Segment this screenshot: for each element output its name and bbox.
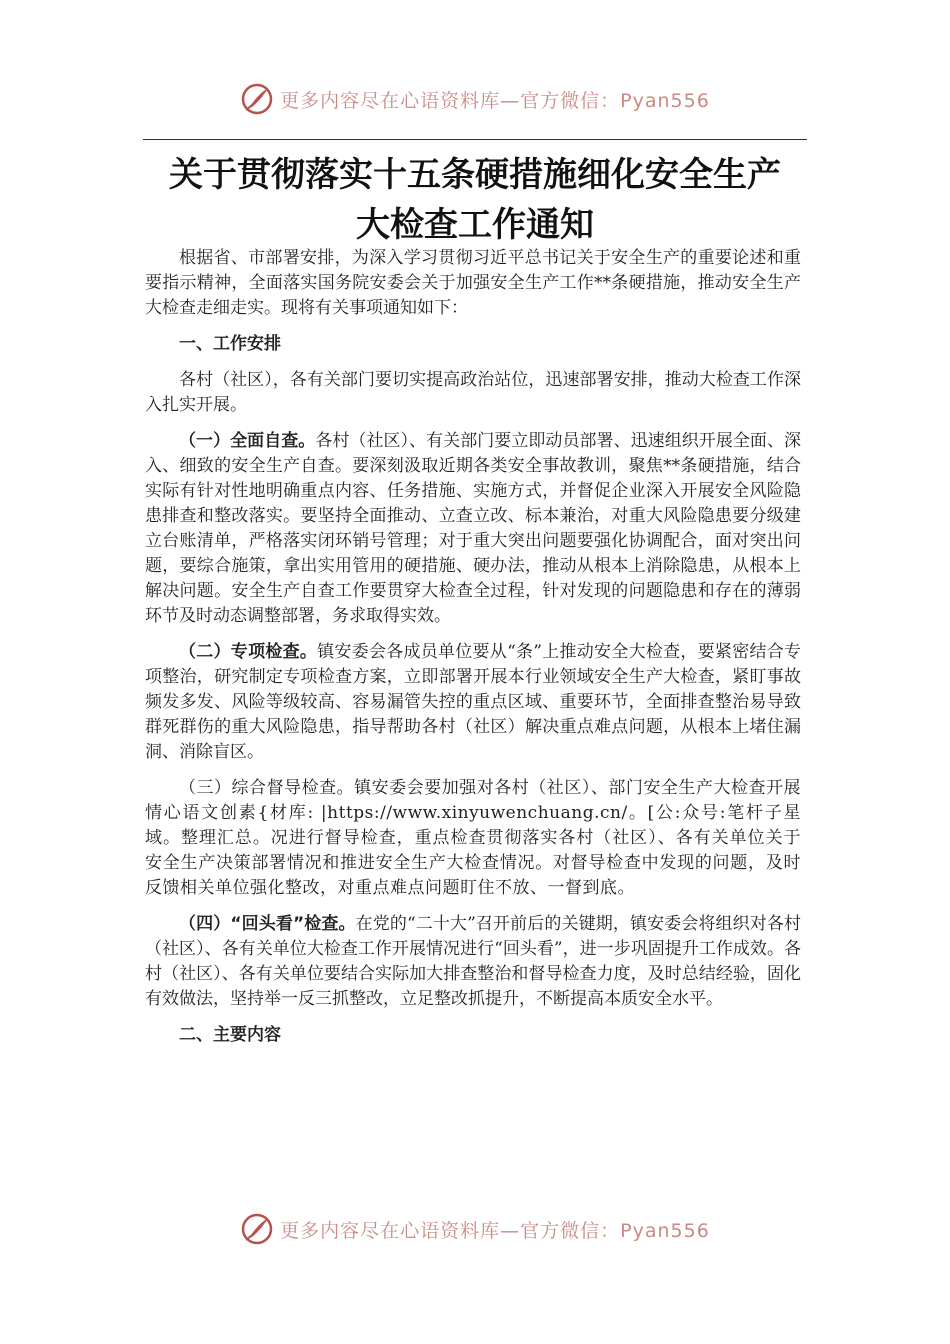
quill-logo-icon [240, 82, 274, 116]
item-1-lead: （一）全面自查。 [179, 431, 316, 451]
banner-text [280, 1216, 710, 1243]
section-1-heading: 一、工作安排 [179, 334, 281, 354]
header-divider [143, 139, 807, 140]
item-1-paragraph [145, 429, 801, 629]
item-2-paragraph [145, 640, 801, 765]
item-2-lead: （二）专项检查。 [179, 642, 318, 662]
item-3-paragraph: （三）综合督导检查。镇安委会要加强对各村（社区）、部门安全生产大检查开展情心语文创素{材库: |https://www.xinyuwenchuang.cn/。[公:众号:笔杆子星域。整理汇总。况进行督导检查，重点检查贯彻落实各村（社区）、各有关单位关于安全生产决策部署情况和推进安全生产大检查情况。对督导检查中发现的问题，及时反馈相关单位强化整改，对重点难点问题盯住不放、一督到底。 [145, 778, 801, 898]
banner-wechat-id: Pyan556 [620, 1219, 710, 1242]
banner-text [280, 86, 710, 113]
footer-banner [0, 1212, 950, 1246]
title-line-1: 关于贯彻落实十五条硬措施细化安全生产 [169, 155, 781, 195]
document-body [145, 246, 801, 1059]
section-2-heading: 二、主要内容 [179, 1025, 281, 1045]
item-4-lead: （四）“回头看”检查。 [179, 914, 356, 934]
item-1-body: 各村（社区）、有关部门要立即动员部署、迅速组织开展全面、深入、细致的安全生产自查。要深刻汲取近期各类安全事故教训，聚焦**条硬措施，结合实际有针对性地明确重点内容、任务措施、实施方式，并督促企业深入开展安全风险隐患排查和整改落实。要坚持全面推动、立查立改、标本兼治，对重大风险隐患要分级建立台账清单，严格落实闭环销号管理；对于重大突出问题要强化协调配合，面对突出问题，要综合施策，拿出实用管用的硬措施、硬办法，推动从根本上消除隐患，从根本上解决问题。安全生产自查工作要贯穿大检查全过程，针对发现的问题隐患和存在的薄弱环节及时动态调整部署，务求取得实效。 [145, 431, 802, 626]
quill-logo-icon [240, 1212, 274, 1246]
banner-wechat-id: Pyan556 [620, 89, 710, 112]
section-1-intro: 各村（社区），各有关部门要切实提高政治站位，迅速部署安排，推动大检查工作深入扎实开展。 [145, 370, 801, 415]
title-line-2: 大检查工作通知 [356, 205, 594, 245]
banner-slogan: 更多内容尽在心语资料库—官方微信： [280, 1219, 621, 1242]
header-banner [0, 82, 950, 116]
banner-slogan: 更多内容尽在心语资料库—官方微信： [280, 89, 621, 112]
item-4-paragraph [145, 912, 801, 1012]
document-title [143, 150, 807, 250]
item-4-body: 在党的“二十大”召开前后的关键期，镇安委会将组织对各村（社区）、各有关单位大检查工作开展情况进行“回头看”，进一步巩固提升工作成效。各村（社区）、各有关单位要结合实际加大排查整治和督导检查力度，及时总结经验，固化有效做法，坚持举一反三抓整改，立足整改抓提升，不断提高本质安全水平。 [145, 914, 801, 1009]
item-2-body: 镇安委会各成员单位要从“条”上推动安全大检查，要紧密结合专项整治，研究制定专项检查方案，立即部署开展本行业领域安全生产大检查，紧盯事故频发多发、风险等级较高、容易漏管失控的重点区域、重要环节，全面排查整治易导致群死群伤的重大风险隐患，指导帮助各村（社区）解决重点难点问题，从根本上堵住漏洞、消除盲区。 [145, 642, 801, 762]
intro-paragraph: 根据省、市部署安排，为深入学习贯彻习近平总书记关于安全生产的重要论述和重要指示精神，全面落实国务院安委会关于加强安全生产工作**条硬措施，推动安全生产大检查走细走实。现将有关事项通知如下： [145, 248, 801, 318]
